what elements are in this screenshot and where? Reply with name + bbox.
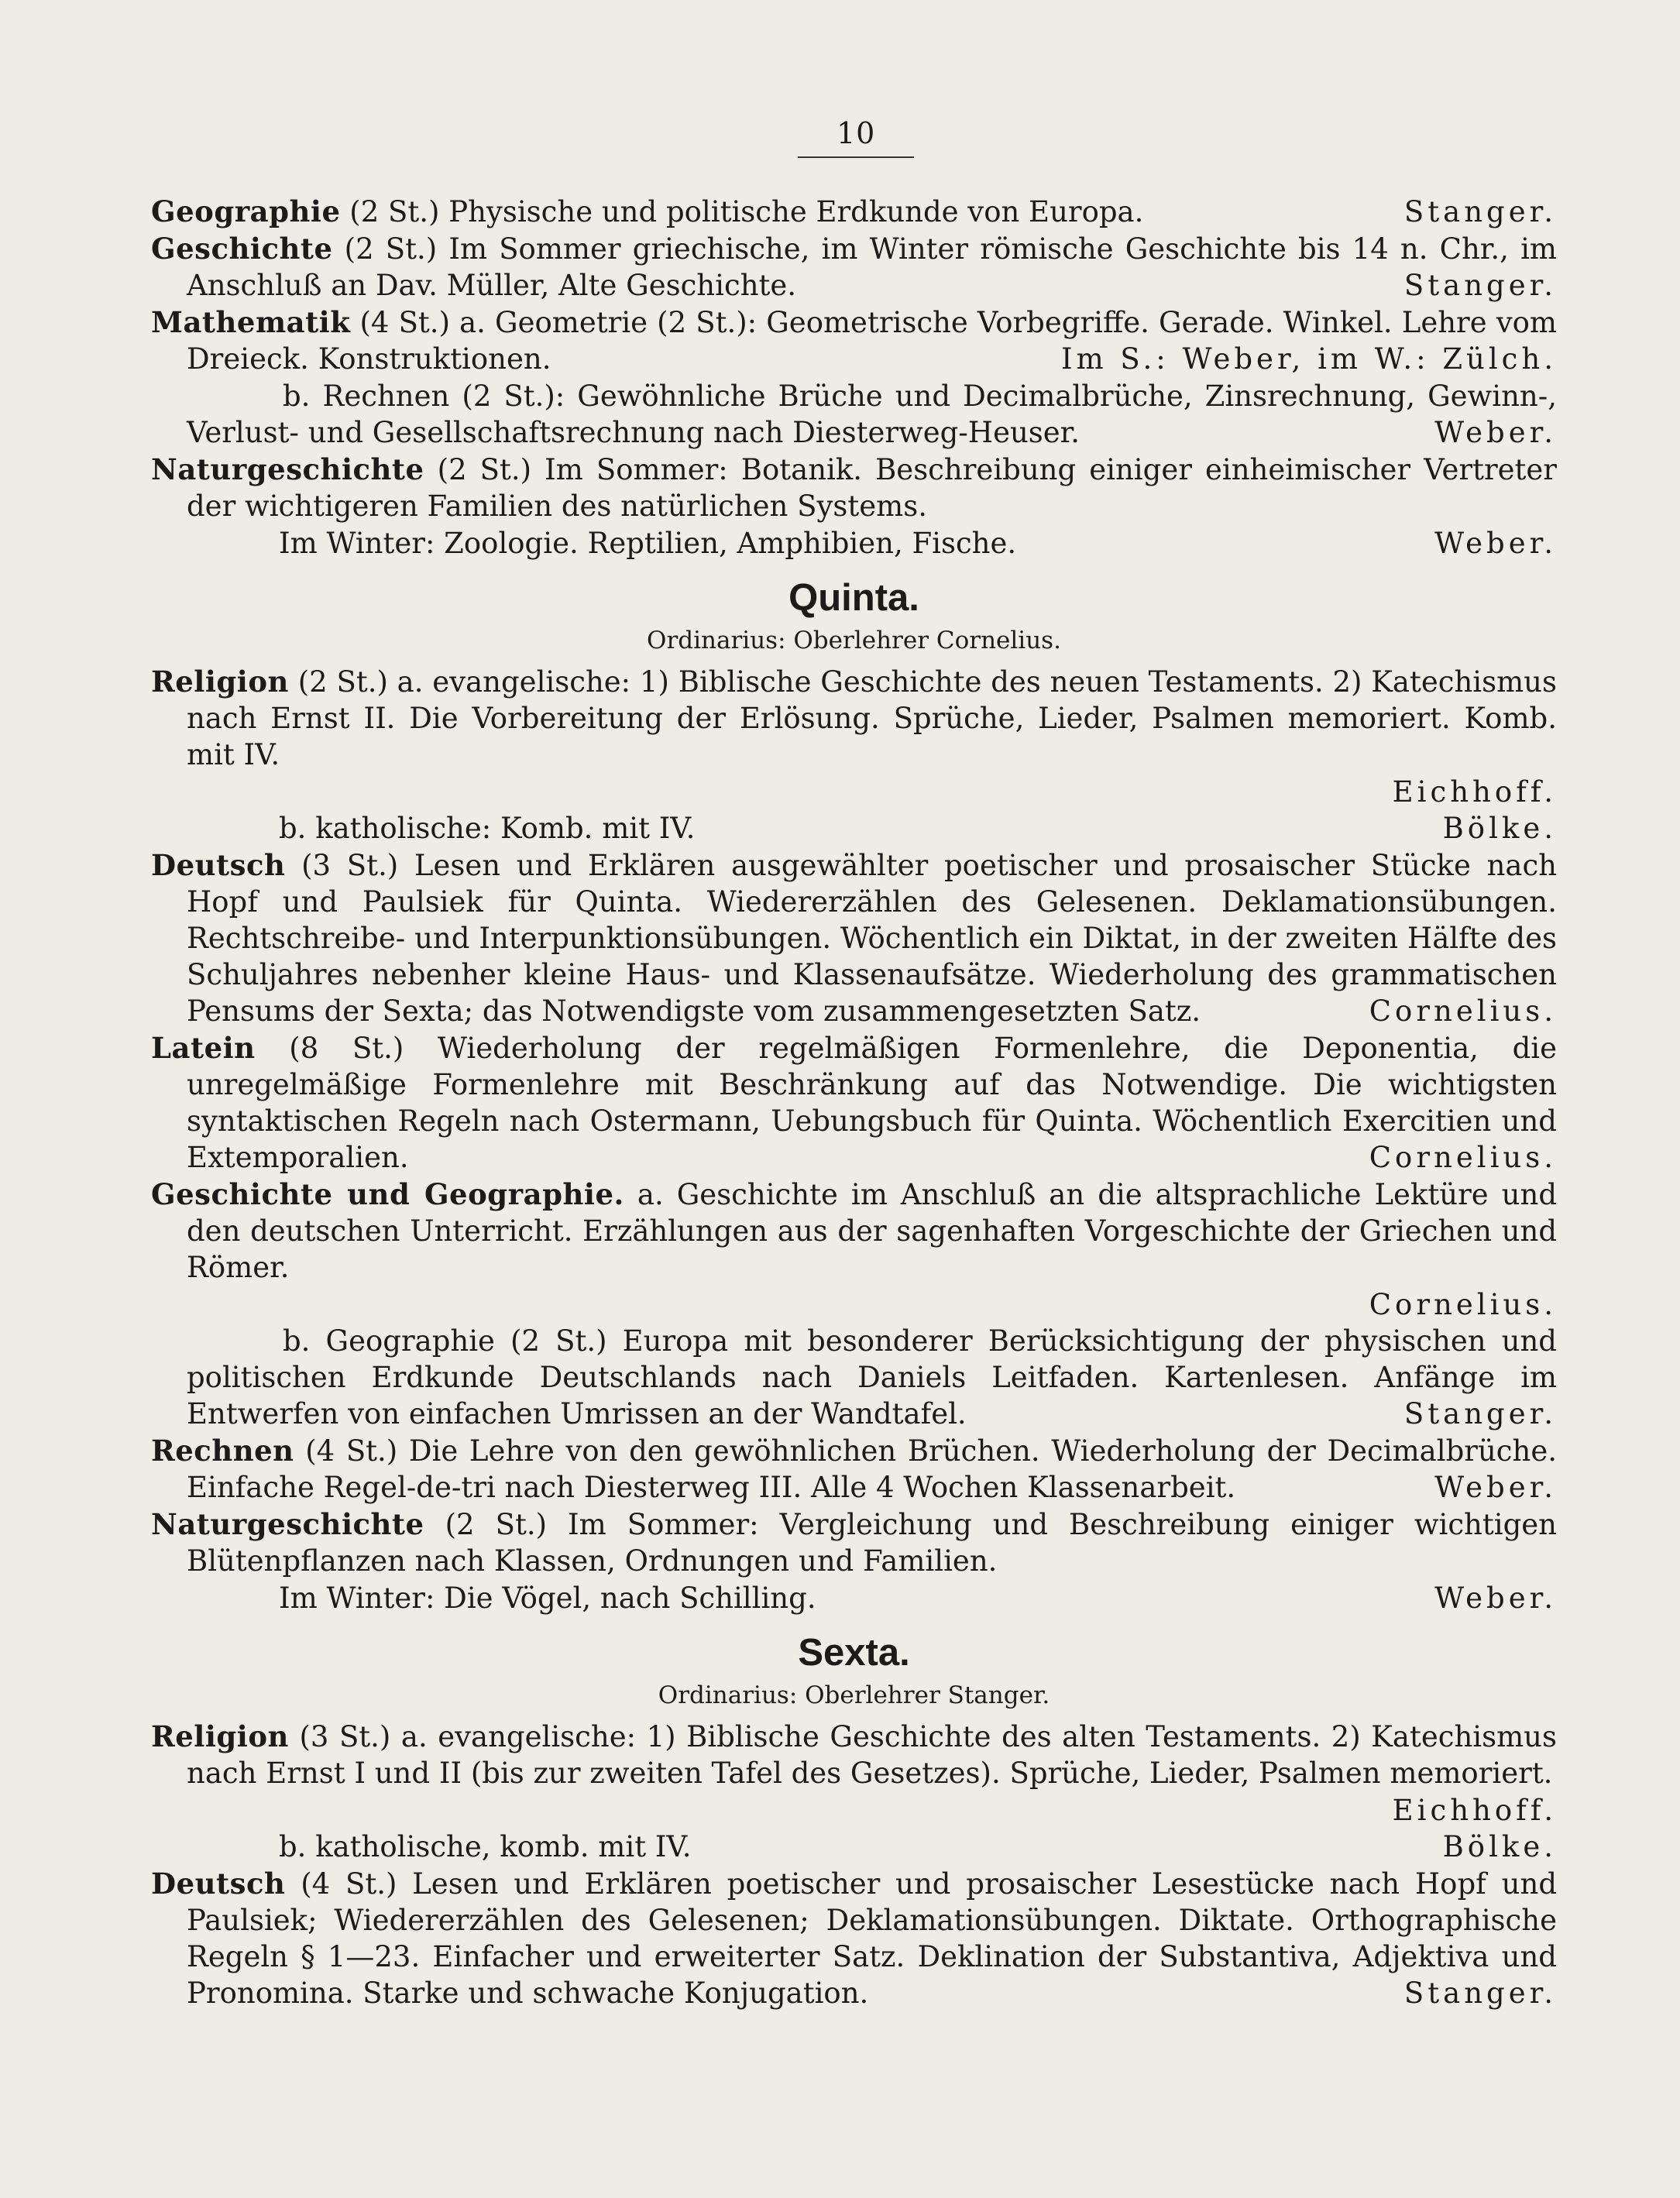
entry-sub-body: b. katholische: Komb. mit IV. [279, 812, 696, 845]
teacher-name: Stanger. [1403, 195, 1557, 228]
entry-religion-kath [151, 810, 1557, 847]
entry-body: (2 St.) Physische und politische Erdkunde von Europa. [349, 195, 1144, 228]
entry-naturgeschichte-winter [151, 525, 1557, 562]
teacher-name: Weber. [1434, 416, 1557, 449]
teacher-name: Eichhoff. [1392, 775, 1557, 809]
entry-sub-body: Im Winter: Zoologie. Reptilien, Amphibien, Fische. [279, 527, 1017, 560]
subject-label: Geschichte und Geographie. [151, 1177, 624, 1211]
entry-religion [151, 664, 1557, 773]
page-number: 10 [837, 116, 876, 150]
section-title-quinta: Quinta. [788, 577, 919, 619]
teacher-name: Weber. [1434, 527, 1557, 560]
subject-label: Naturgeschichte [151, 452, 424, 486]
page-number-rule [798, 156, 914, 158]
subject-label: Naturgeschichte [151, 1507, 424, 1541]
teacher-name: Bölke. [1442, 1830, 1557, 1863]
subject-label: Geographie [151, 194, 341, 228]
entry-body: a. Geschichte im Anschluß an die altsprachliche Lektüre und den deutschen Unterricht. Erzählungen aus der sagenhaften Vorgeschichte der Griechen und Römer. [187, 1178, 1558, 1284]
entry-body: (4 St.) Lesen und Erklären poetischer und prosaischer Lesestücke nach Hopf und Paulsiek; Wiedererzählen des Gelesenen; Deklamationsübungen. Diktate. Orthographische Regeln § 1—23. Einfacher und erweiterter Satz. Deklination der Substantiva, Adjektiva und Pronomina. Starke und schwache Konjugation. [187, 1867, 1558, 2010]
teacher-name: Cornelius. [1369, 994, 1557, 1028]
page-content [151, 194, 1557, 2012]
teacher-name: Weber. [1434, 1471, 1557, 1504]
subject-label: Latein [151, 1031, 256, 1065]
subject-label: Geschichte [151, 232, 333, 266]
subject-label: Religion [151, 1719, 289, 1753]
entry-sub-body: b. Rechnen (2 St.): Gewöhnliche Brüche und Decimalbrüche, Zinsrechnung, Gewinn-, Verlust- und Gesellschaftsrechnung nach Diesterweg-Heuser. [187, 379, 1557, 449]
entry-body: (2 St.) a. evangelische: 1) Biblische Geschichte des neuen Testaments. 2) Katechismus nach Ernst II. Die Vorbereitung der Erlösung. Sprüche, Lieder, Psalmen memoriert. Komb. mit IV. [187, 665, 1557, 771]
entry-deutsch-sexta [151, 1866, 1557, 2011]
entry-deutsch [151, 847, 1557, 1029]
entry-body: (8 St.) Wiederholung der regelmäßigen Formenlehre, die Deponentia, die unregelmäßige Formenlehre mit Beschränkung auf das Notwendige. Die wichtigsten syntaktischen Regeln nach Ostermann, Uebungsbuch für Quinta. Wöchentlich Exercitien und Extemporalien. [187, 1032, 1557, 1174]
teacher-name: Stanger. [1403, 269, 1557, 302]
entry-mathematik [151, 304, 1557, 377]
section-title-sexta: Sexta. [798, 1632, 910, 1674]
entry-religion-kath-sexta [151, 1829, 1557, 1865]
entry-body: (4 St.) Die Lehre von den gewöhnlichen Brüchen. Wiederholung der Decimalbrüche. Einfache Regel-de-tri nach Diesterweg III. Alle 4 Wochen Klassenarbeit. [187, 1434, 1557, 1504]
teacher-name: Cornelius. [1369, 1141, 1557, 1174]
subject-label: Religion [151, 665, 289, 699]
teacher-name: Stanger. [1403, 1976, 1557, 2010]
subject-label: Rechnen [151, 1434, 294, 1468]
entry-body: (3 St.) a. evangelische: 1) Biblische Geschichte des alten Testaments. 2) Katechismus nach Ernst I und II (bis zur zweiten Tafel des Gesetzes). Sprüche, Lieder, Psalmen memoriert. [187, 1720, 1558, 1790]
entry-sub-body: b. katholische, komb. mit IV. [279, 1830, 692, 1863]
entry-sub-body: b. Geographie (2 St.) Europa mit besonderer Berücksichtigung der physischen und politischen Erdkunde Deutschlands nach Daniels Leitfaden. Kartenlesen. Anfänge im Entwerfen von einfachen Umrissen an der Wandtafel. [187, 1324, 1557, 1430]
entry-body: (2 St.) Im Sommer: Vergleichung und Beschreibung einiger wichtigen Blütenpflanzen nach Klassen, Ordnungen und Familien. [187, 1508, 1557, 1578]
entry-naturgeschichte [151, 452, 1557, 524]
teacher-name: Bölke. [1442, 812, 1557, 845]
entry-rechnen-sub [151, 378, 1557, 451]
entry-latein [151, 1030, 1557, 1176]
entry-geographie [151, 194, 1557, 230]
teacher-name: Stanger. [1403, 1397, 1557, 1430]
entry-naturgeschichte-quinta [151, 1506, 1557, 1579]
subject-label: Deutsch [151, 848, 286, 882]
entry-sub-body: Im Winter: Die Vögel, nach Schilling. [279, 1582, 816, 1615]
teacher-name: Cornelius. [1369, 1288, 1557, 1321]
entry-body: (2 St.) Im Sommer: Botanik. Beschreibung einiger einheimischer Vertreter der wichtigeren Familien des natürlichen Systems. [187, 453, 1557, 523]
entry-geschichte-geographie [151, 1176, 1557, 1286]
entry-rechnen [151, 1433, 1557, 1506]
teacher-name: Weber. [1434, 1582, 1557, 1615]
entry-religion-sexta [151, 1719, 1557, 1791]
entry-geschichte [151, 231, 1557, 304]
teacher-name: Eichhoff. [1392, 1794, 1557, 1827]
teacher-name: Im S.: Weber, im W.: Zülch. [1060, 342, 1557, 376]
entry-body: (2 St.) Im Sommer griechische, im Winter römische Geschichte bis 14 n. Chr., im Anschluß an Dav. Müller, Alte Geschichte. [187, 232, 1557, 302]
entry-geographie-sub [151, 1323, 1557, 1432]
subject-label: Mathematik [151, 305, 351, 339]
ordinarius-quinta: Ordinarius: Oberlehrer Cornelius. [647, 627, 1061, 654]
entry-body: (4 St.) a. Geometrie (2 St.): Geometrische Vorbegriffe. Gerade. Winkel. Lehre vom Dreieck. Konstruktionen. [187, 306, 1558, 376]
ordinarius-sexta: Ordinarius: Oberlehrer Stanger. [658, 1681, 1050, 1709]
subject-label: Deutsch [151, 1867, 286, 1901]
entry-naturgeschichte-winter-quinta [151, 1580, 1557, 1616]
entry-body: (3 St.) Lesen und Erklären ausgewählter poetischer und prosaischer Stücke nach Hopf und Paulsiek für Quinta. Wiedererzählen des Gelesenen. Deklamationsübungen. Rechtschreibe- und Interpunktionsübungen. Wöchentlich ein Diktat, in der zweiten Hälfte des Schuljahres nebenher kleine Haus- und Klassenaufsätze. Wiederholung des grammatischen Pensums der Sexta; das Notwendigste vom zusammengesetzten Satz. [187, 849, 1558, 1028]
